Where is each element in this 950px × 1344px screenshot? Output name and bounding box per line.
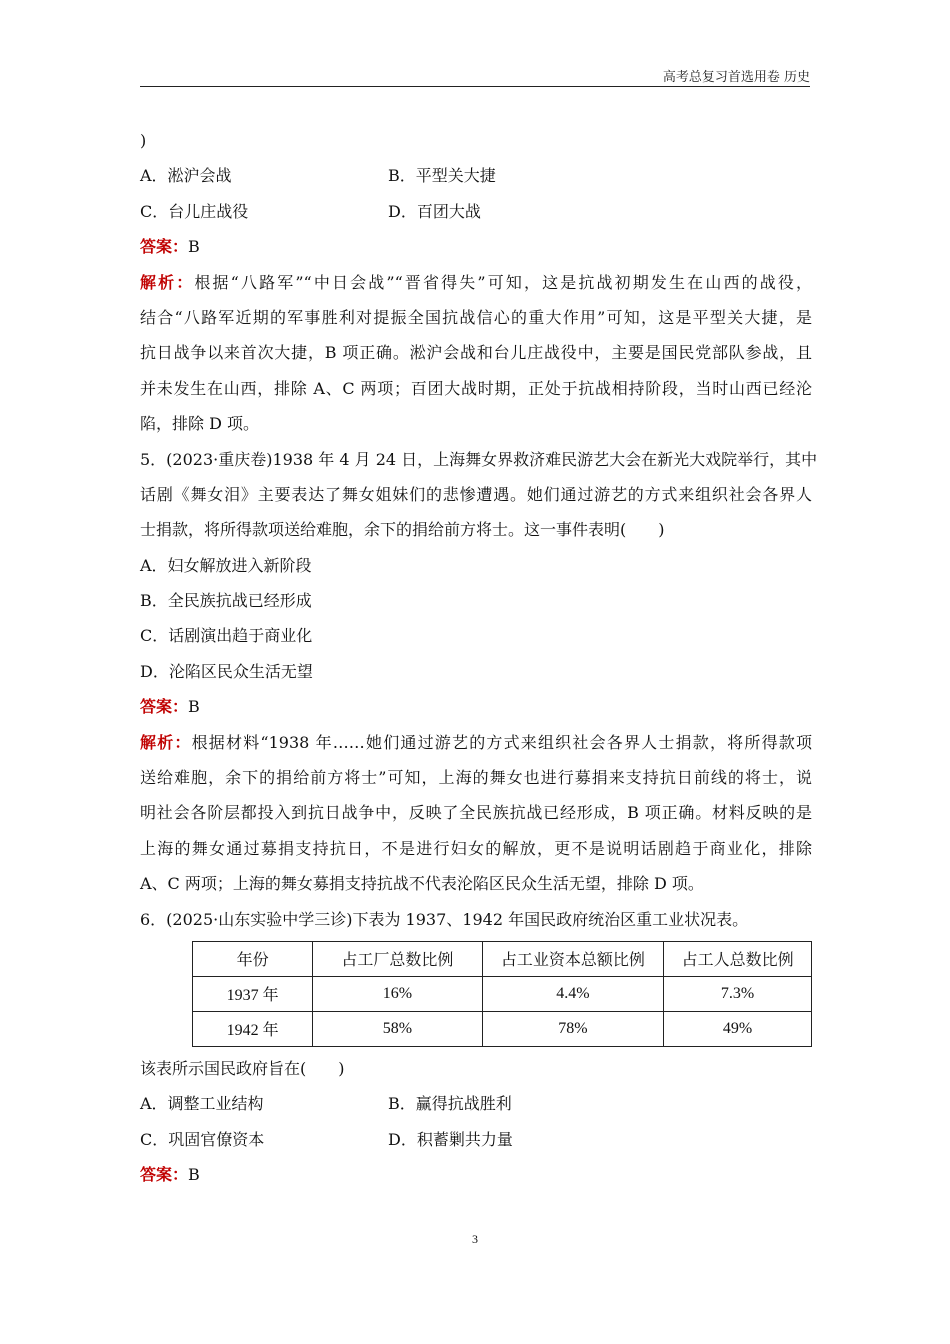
q5-stem-line: 士捐款，将所得款项送给难胞，余下的捐给前方将士。这一事件表明( ) <box>140 520 665 540</box>
q5-analysis-line: 送给难胞，余下的捐给前方将士”可知，上海的舞女也进行募捐来支持抗日前线的将士，说 <box>140 768 812 788</box>
q4-option-c: C．台儿庄战役 <box>140 201 249 221</box>
q5-analysis-line <box>140 725 812 760</box>
q5-answer <box>140 689 812 724</box>
q5-analysis-line: 上海的舞女通过募捐支持抗日，不是进行妇女的解放，更不是说明话剧趋于商业化，排除 <box>140 838 812 858</box>
q4-analysis-line: 结合“八路军近期的军事胜利对提振全国抗战信心的重大作用”可知，这是平型关大捷，是 <box>140 307 812 327</box>
q4-analysis-line <box>140 265 812 300</box>
q6-table <box>192 941 812 1047</box>
q5-stem-line: 5．(2023·重庆卷)1938 年 4 月 24 日，上海舞女界救济难民游艺大会在新光大戏院举行，其中 <box>140 449 818 469</box>
table-header-cell: 占工人总数比例 <box>664 941 812 976</box>
analysis-label: 解析： <box>140 732 192 752</box>
table-cell: 49% <box>664 1011 812 1046</box>
page-content <box>140 123 818 1193</box>
table-header-cell: 占工厂总数比例 <box>313 941 483 976</box>
q6-stem: 6．(2025·山东实验中学三诊)下表为 1937、1942 年国民政府统治区重工业状况表。 <box>140 909 749 929</box>
answer-value: B <box>188 1165 200 1185</box>
analysis-text: 根据“八路军”“中日会战”“晋省得失”可知，这是抗战初期发生在山西的战役， <box>194 272 812 292</box>
table-cell: 16% <box>313 976 483 1011</box>
analysis-label: 解析： <box>140 272 195 292</box>
q6-options-row-2 <box>140 1122 812 1157</box>
table-row <box>193 976 812 1011</box>
q6-answer <box>140 1157 812 1192</box>
table-cell: 7.3% <box>664 976 812 1011</box>
table-cell: 4.4% <box>482 976 663 1011</box>
page-number: 3 <box>472 1232 478 1246</box>
answer-label: 答案： <box>140 697 189 717</box>
answer-label: 答案： <box>140 1165 189 1185</box>
q5-option-b: B．全民族抗战已经形成 <box>140 591 312 611</box>
q4-paren-tail: ) <box>140 131 147 150</box>
table-row <box>193 1011 812 1046</box>
table-cell: 1942 年 <box>193 1011 313 1046</box>
answer-value: B <box>188 697 200 717</box>
q6-option-a: A．调整工业结构 <box>140 1094 264 1114</box>
table-header-cell: 占工业资本总额比例 <box>482 941 663 976</box>
q5-option-a: A．妇女解放进入新阶段 <box>140 555 312 575</box>
q6-option-d: D．积蓄剿共力量 <box>388 1129 513 1149</box>
q5-option-c: C．话剧演出趋于商业化 <box>140 626 313 646</box>
q4-options-row-1 <box>140 158 812 193</box>
q6-option-c: C．巩固官僚资本 <box>140 1129 265 1149</box>
q4-option-d: D．百团大战 <box>388 201 481 221</box>
q4-analysis-line: 抗日战争以来首次大捷，B 项正确。淞沪会战和台儿庄战役中，主要是国民党部队参战，且 <box>140 343 812 363</box>
q6-options-row-1 <box>140 1086 812 1121</box>
table-cell: 1937 年 <box>193 976 313 1011</box>
q4-answer <box>140 229 812 264</box>
q4-options-row-2 <box>140 194 812 229</box>
q6-question: 该表所示国民政府旨在( ) <box>140 1058 345 1078</box>
header-title: 高考总复习首选用卷 历史 <box>662 70 810 85</box>
q4-option-a: A．淞沪会战 <box>140 166 232 186</box>
table-cell: 58% <box>313 1011 483 1046</box>
table-header-row <box>193 941 812 976</box>
q5-analysis-line: A、C 两项；上海的舞女募捐支持抗战不代表沦陷区民众生活无望，排除 D 项。 <box>140 874 704 894</box>
q4-analysis-line: 并未发生在山西，排除 A、C 两项；百团大战时期，正处于抗战相持阶段，当时山西已经沦 <box>140 378 812 398</box>
table-cell: 78% <box>482 1011 663 1046</box>
q5-analysis-line: 明社会各阶层都投入到抗日战争中，反映了全民族抗战已经形成，B 项正确。材料反映的是 <box>140 803 812 823</box>
answer-value: B <box>188 237 200 257</box>
table-header-cell: 年份 <box>193 941 313 976</box>
q5-option-d: D．沦陷区民众生活无望 <box>140 661 313 681</box>
answer-label: 答案： <box>140 237 189 257</box>
analysis-text: 根据材料“1938 年……她们通过游艺的方式来组织社会各界人士捐款，将所得款项 <box>191 732 812 752</box>
page-header <box>140 66 810 87</box>
q4-analysis-line: 陷，排除 D 项。 <box>140 414 260 434</box>
q6-option-b: B．赢得抗战胜利 <box>388 1094 512 1114</box>
q5-stem-line: 话剧《舞女泪》主要表达了舞女姐妹们的悲惨遭遇。她们通过游艺的方式来组织社会各界人 <box>140 484 812 504</box>
q4-option-b: B．平型关大捷 <box>388 166 496 186</box>
